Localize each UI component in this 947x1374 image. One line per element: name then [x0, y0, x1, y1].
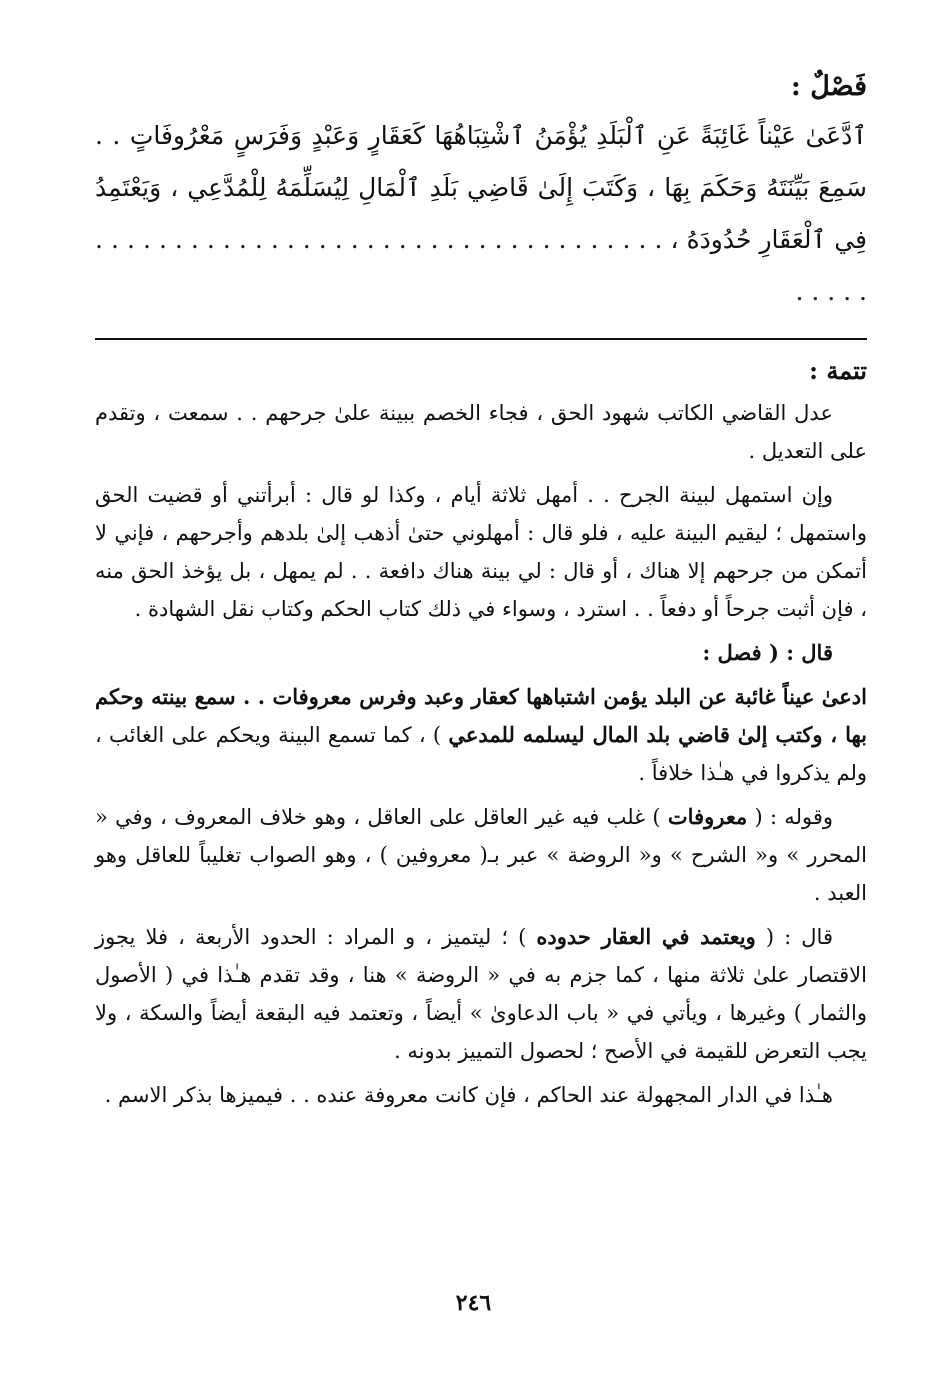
- sharh-paragraph-hudud: [95, 918, 867, 1070]
- matn-text: [95, 110, 867, 318]
- sharh-p5-start: وقوله : (: [747, 805, 833, 829]
- sharh-p6-rest: ) ؛ ليتميز ، و المراد : الحدود الأربعة ، فلا يجوز الاقتصار علىٰ ثلاثة منها ، كما جزم به في « الروضة » هنا ، وقد تقدم هـٰذا في ( الأصول والثمار ) وغيرها ، ويأتي في « باب الدعاوىٰ » أيضاً ، وتعتمد فيه البقعة أيضاً والسكة ، ولا يجب التعرض للقيمة في الأصح ؛ لحصول التمييز بدونه .: [95, 925, 867, 1063]
- page-number: ٢٤٦: [455, 1290, 492, 1316]
- matn-line-2: سَمِعَ بَيِّنَتَهُ وَحَكَمَ بِهَا ، وَكَتَبَ إِلَىٰ قَاضِي بَلَدِ ٱلْمَالِ لِيُسَلِّمَهُ لِلْمُدَّعِي ، وَيَعْتَمِدُ فِي: [95, 173, 867, 254]
- sharh-quote-bold: ادعىٰ عيناً غائبة عن البلد يؤمن اشتباهها كعقار وعبد وفرس معروفات . . سمع بينته وحكم بها ، وكتب إلىٰ قاضي بلد المال ليسلمه للمدعي: [95, 684, 867, 747]
- sharh-p5-rest: ) غلب فيه غير العاقل على العاقل ، وهو خلاف المعروف ، وفي « المحرر » و« الشرح » و« الروضة » عبر بـ( معروفين ) ، وهو الصواب تغليباً للعاقل وهو العبد .: [95, 805, 867, 905]
- sharh-paragraph-quote: [95, 678, 867, 792]
- matn-line-3: ٱلْعَقَارِ حُدُودَهُ ، . . . . . . . . . . . . . . . . . . . . . . . . . . . . . . . . . . . . . . . . .: [95, 225, 867, 306]
- sharh-paragraph-dar: هـٰذا في الدار المجهولة عند الحاكم ، فإن كانت معروفة عنده . . فيميزها بذكر الاسم .: [104, 1083, 833, 1107]
- separator-rule: [95, 338, 867, 340]
- sharh-paragraph-intro: [95, 634, 867, 672]
- page-body: [95, 70, 867, 1120]
- sharh-p5-bold: معروفات: [667, 804, 748, 829]
- matn-line-1: ٱدَّعَىٰ عَيْناً غَائِبَةً عَنِ ٱلْبَلَدِ يُؤْمَنُ ٱشْتِبَاهُهَا كَعَقَارٍ وَعَبْدٍ وَفَرَسٍ مَعْرُوفَاتٍ . .: [95, 121, 867, 150]
- sharh-p6-bold: ويعتمد في العقار حدوده: [536, 924, 756, 949]
- sharh-paragraph-maarufat: [95, 798, 867, 912]
- tatimma-paragraph-1: عدل القاضي الكاتب شهود الحق ، فجاء الخصم ببينة علىٰ جرحهم . . سمعت ، وتقدم على التعديل .: [95, 401, 867, 463]
- tatimma-heading: تتمة :: [809, 356, 867, 385]
- tatimma-paragraph-2: وإن استمهل لبينة الجرح . . أمهل ثلاثة أيام ، وكذا لو قال : أبرأتني أو قضيت الحق واستمهل ؛ ليقيم البينة عليه ، فلو قال : أمهلوني حتىٰ أذهب إلىٰ بلدهم وأجرحهم ، فإني لا أتمكن من جرحهم إلا هناك ، أو قال : لي بينة هناك دافعة . . لم يمهل ، بل يؤخذ الحق منه ، فإن أثبت جرحاً أو دفعاً . . استرد ، وسواء في ذلك كتاب الحكم وكتاب نقل الشهادة .: [95, 483, 867, 621]
- sharh-intro-text: قال : ( فصل :: [702, 640, 833, 665]
- sharh-p6-start: قال : (: [755, 925, 833, 949]
- matn-heading: فَصْلٌ :: [790, 71, 867, 102]
- sharh-quote-rest: ) ، كما تسمع البينة ويحكم على الغائب ، ولم يذكروا في هـٰذا خلافاً .: [95, 723, 867, 785]
